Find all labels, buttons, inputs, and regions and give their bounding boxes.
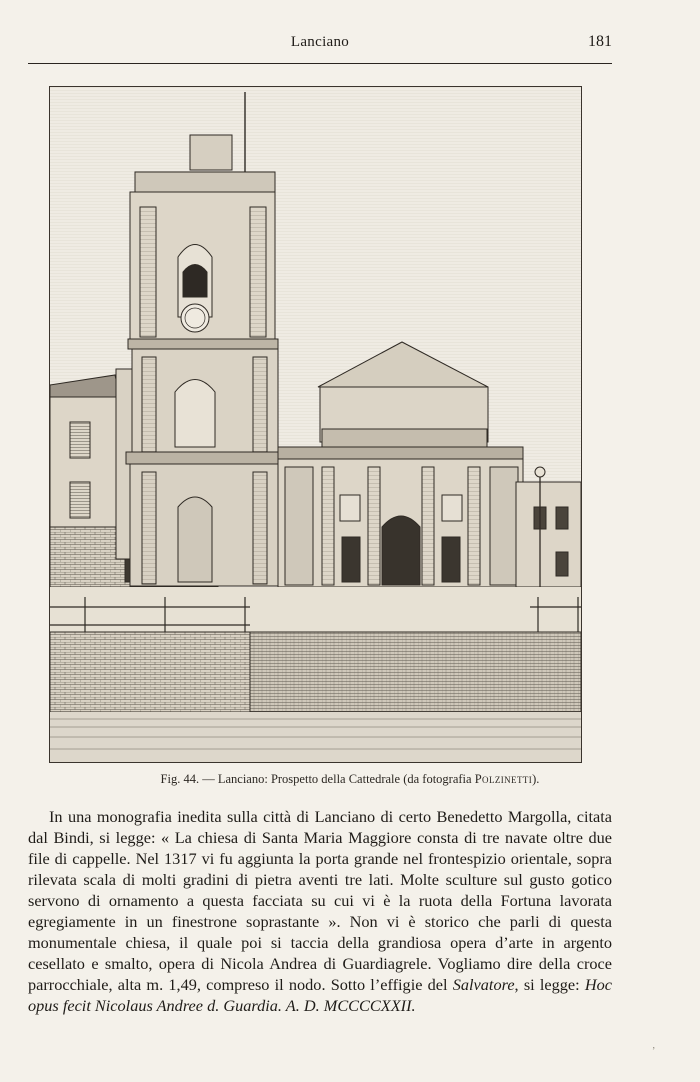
latin-inscription: Hoc opus fecit Nicolaus Andree d. Guardia. A. D. MCCCCXXII. bbox=[28, 975, 612, 1015]
stray-mark: ’ bbox=[652, 1046, 656, 1057]
page-number: 181 bbox=[588, 33, 612, 50]
running-head: Lanciano bbox=[290, 34, 350, 50]
caption-photographer: Polzinetti bbox=[474, 772, 533, 786]
body-text bbox=[28, 806, 612, 1016]
paragraph-text: In una monografia inedita sulla città di Lanciano di certo Benedetto Margolla, citata dal Bindi, si legge: « La chiesa di Santa Maria Maggiore consta di tre navate oltre due file di cappelle. Nel 1317 vi fu aggiunta la porta grande nel frontespizio orientale, sopra rilevata scala di molti gradini di pietra aventi tre lati. Molte sculture sul gusto gotico servono di ornamento a questa facciata su cui vi è la ruota della Fortuna lavorata egregiamente in un finestrone soprastante ». Non vi è storico che parli di questa monumentale chiesa, il quale poi si taccia della grandiosa opera d’arte in argento cesellato e smalto, opera di Nicola Andrea di Guardiagrele. Vogliamo dire della croce parrocchiale, alta m. 1,49, compreso il nodo. Sotto l’effigie del bbox=[28, 807, 612, 994]
page-header bbox=[28, 34, 612, 58]
salvatore-italic: Salvatore bbox=[452, 975, 515, 994]
caption-text: Fig. 44. — Lanciano: Prospetto della Cattedrale (da fotografia bbox=[160, 772, 475, 786]
cathedral-engraving bbox=[49, 86, 582, 763]
figure-caption bbox=[0, 772, 700, 787]
body-paragraph bbox=[28, 806, 612, 1016]
paragraph-continuation: , si legge: bbox=[514, 975, 585, 994]
header-rule bbox=[28, 63, 612, 64]
caption-end: ). bbox=[532, 772, 540, 786]
